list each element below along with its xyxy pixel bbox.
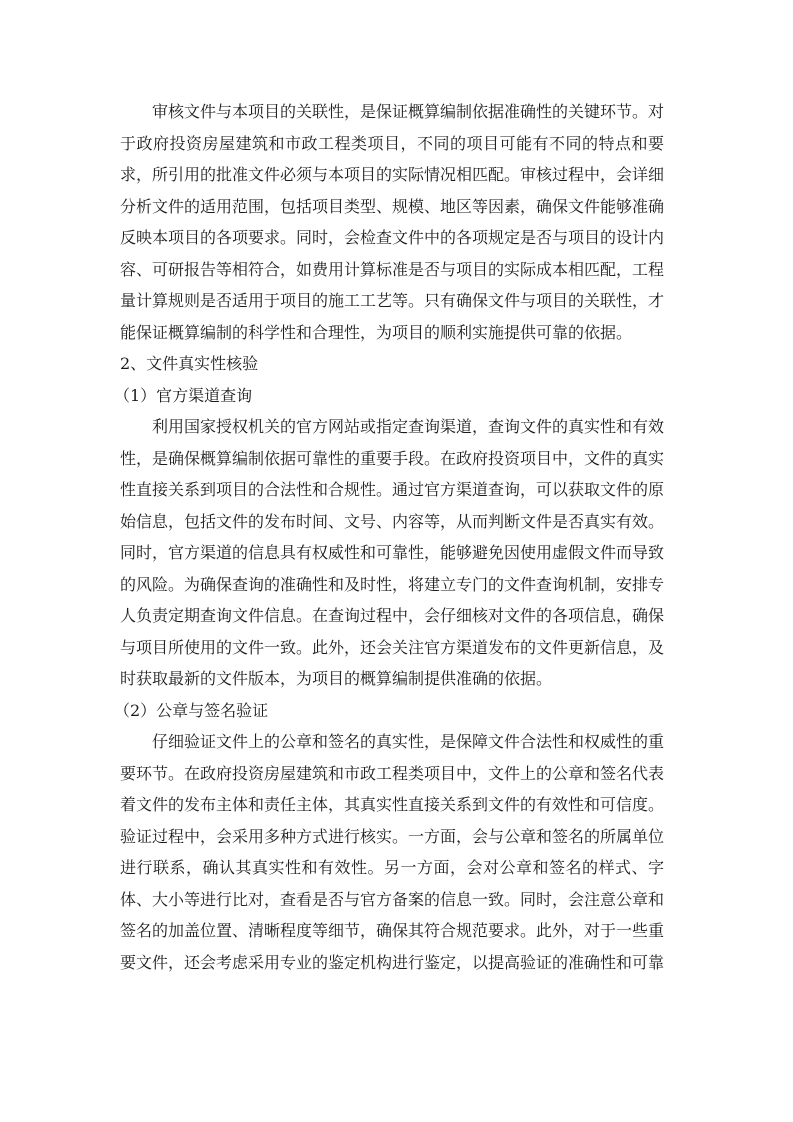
text-line: 性直接关系到项目的合法性和合规性。通过官方渠道查询，可以获取文件的原: [120, 480, 665, 499]
text-line: 分析文件的适用范围，包括项目类型、规模、地区等因素，确保文件能够准确: [120, 196, 665, 216]
paragraph-seal-signature: [120, 726, 664, 978]
text-line: 同时，官方渠道的信息具有权威性和可靠性，能够避免因使用虚假文件而导致: [120, 543, 665, 562]
text-line: 时获取最新的文件版本，为项目的概算编制提供准确的依据。: [120, 669, 553, 688]
text-line: 着文件的发布主体和责任主体，其真实性直接关系到文件的有效性和可信度。: [120, 795, 665, 814]
section-heading-authenticity: 2、文件真实性核验: [120, 354, 259, 373]
text-line: 审核文件与本项目的关联性，是保证概算编制依据准确性的关键环节。对: [152, 102, 665, 121]
text-line: 体、大小等进行比对，查看是否与官方备案的信息一致。同时，会注意公章和: [120, 889, 665, 909]
text-line: 验证过程中，会采用多种方式进行核实。一方面，会与公章和签名的所属单位: [120, 826, 665, 846]
text-line: 与项目所使用的文件一致。此外，还会关注官方渠道发布的文件更新信息，及: [120, 637, 665, 657]
text-line: 容、可研报告等相符合，如费用计算标准是否与项目的实际成本相匹配，工程: [120, 259, 665, 279]
text-line: 人负责定期查询文件信息。在查询过程中，会仔细核对文件的各项信息，确保: [120, 606, 665, 625]
text-line: 签名的加盖位置、清晰程度等细节，确保其符合规范要求。此外，对于一些重: [120, 921, 665, 940]
paragraph-document-relevance: [120, 96, 664, 348]
text-line: 量计算规则是否适用于项目的施工工艺等。只有确保文件与项目的关联性，才: [120, 291, 665, 310]
text-line: 性，是确保概算编制依据可靠性的重要手段。在政府投资项目中，文件的真实: [120, 448, 665, 468]
text-line: 于政府投资房屋建筑和市政工程类项目，不同的项目可能有不同的特点和要: [120, 133, 664, 153]
paragraph-official-channel: [120, 411, 664, 695]
subsection-heading-official-channel: （1）官方渠道查询: [114, 385, 253, 405]
text-line: 的风险。为确保查询的准确性和及时性，将建立专门的文件查询机制，安排专: [120, 574, 665, 594]
text-line: 能保证概算编制的科学性和合理性，为项目的顺利实施提供可靠的依据。: [120, 322, 633, 342]
subsection-heading-seal-signature: （2）公章与签名验证: [114, 700, 269, 720]
text-line: 要环节。在政府投资房屋建筑和市政工程类项目中，文件上的公章和签名代表: [120, 763, 665, 783]
text-line: 要文件，还会考虑采用专业的鉴定机构进行鉴定，以提高验证的准确性和可靠: [120, 952, 665, 972]
document-page: [114, 96, 665, 978]
text-line: 求，所引用的批准文件必须与本项目的实际情况相匹配。审核过程中，会详细: [120, 165, 665, 184]
text-line: 始信息，包括文件的发布时间、文号、内容等，从而判断文件是否真实有效。: [120, 511, 665, 531]
text-line: 进行联系，确认其真实性和有效性。另一方面，会对公章和签名的样式、字: [120, 858, 664, 877]
text-line: 利用国家授权机关的官方网站或指定查询渠道，查询文件的真实性和有效: [152, 417, 665, 436]
text-line: 反映本项目的各项要求。同时，会检查文件中的各项规定是否与项目的设计内: [120, 228, 665, 247]
text-line: 仔细验证文件上的公章和签名的真实性，是保障文件合法性和权威性的重: [152, 732, 665, 751]
